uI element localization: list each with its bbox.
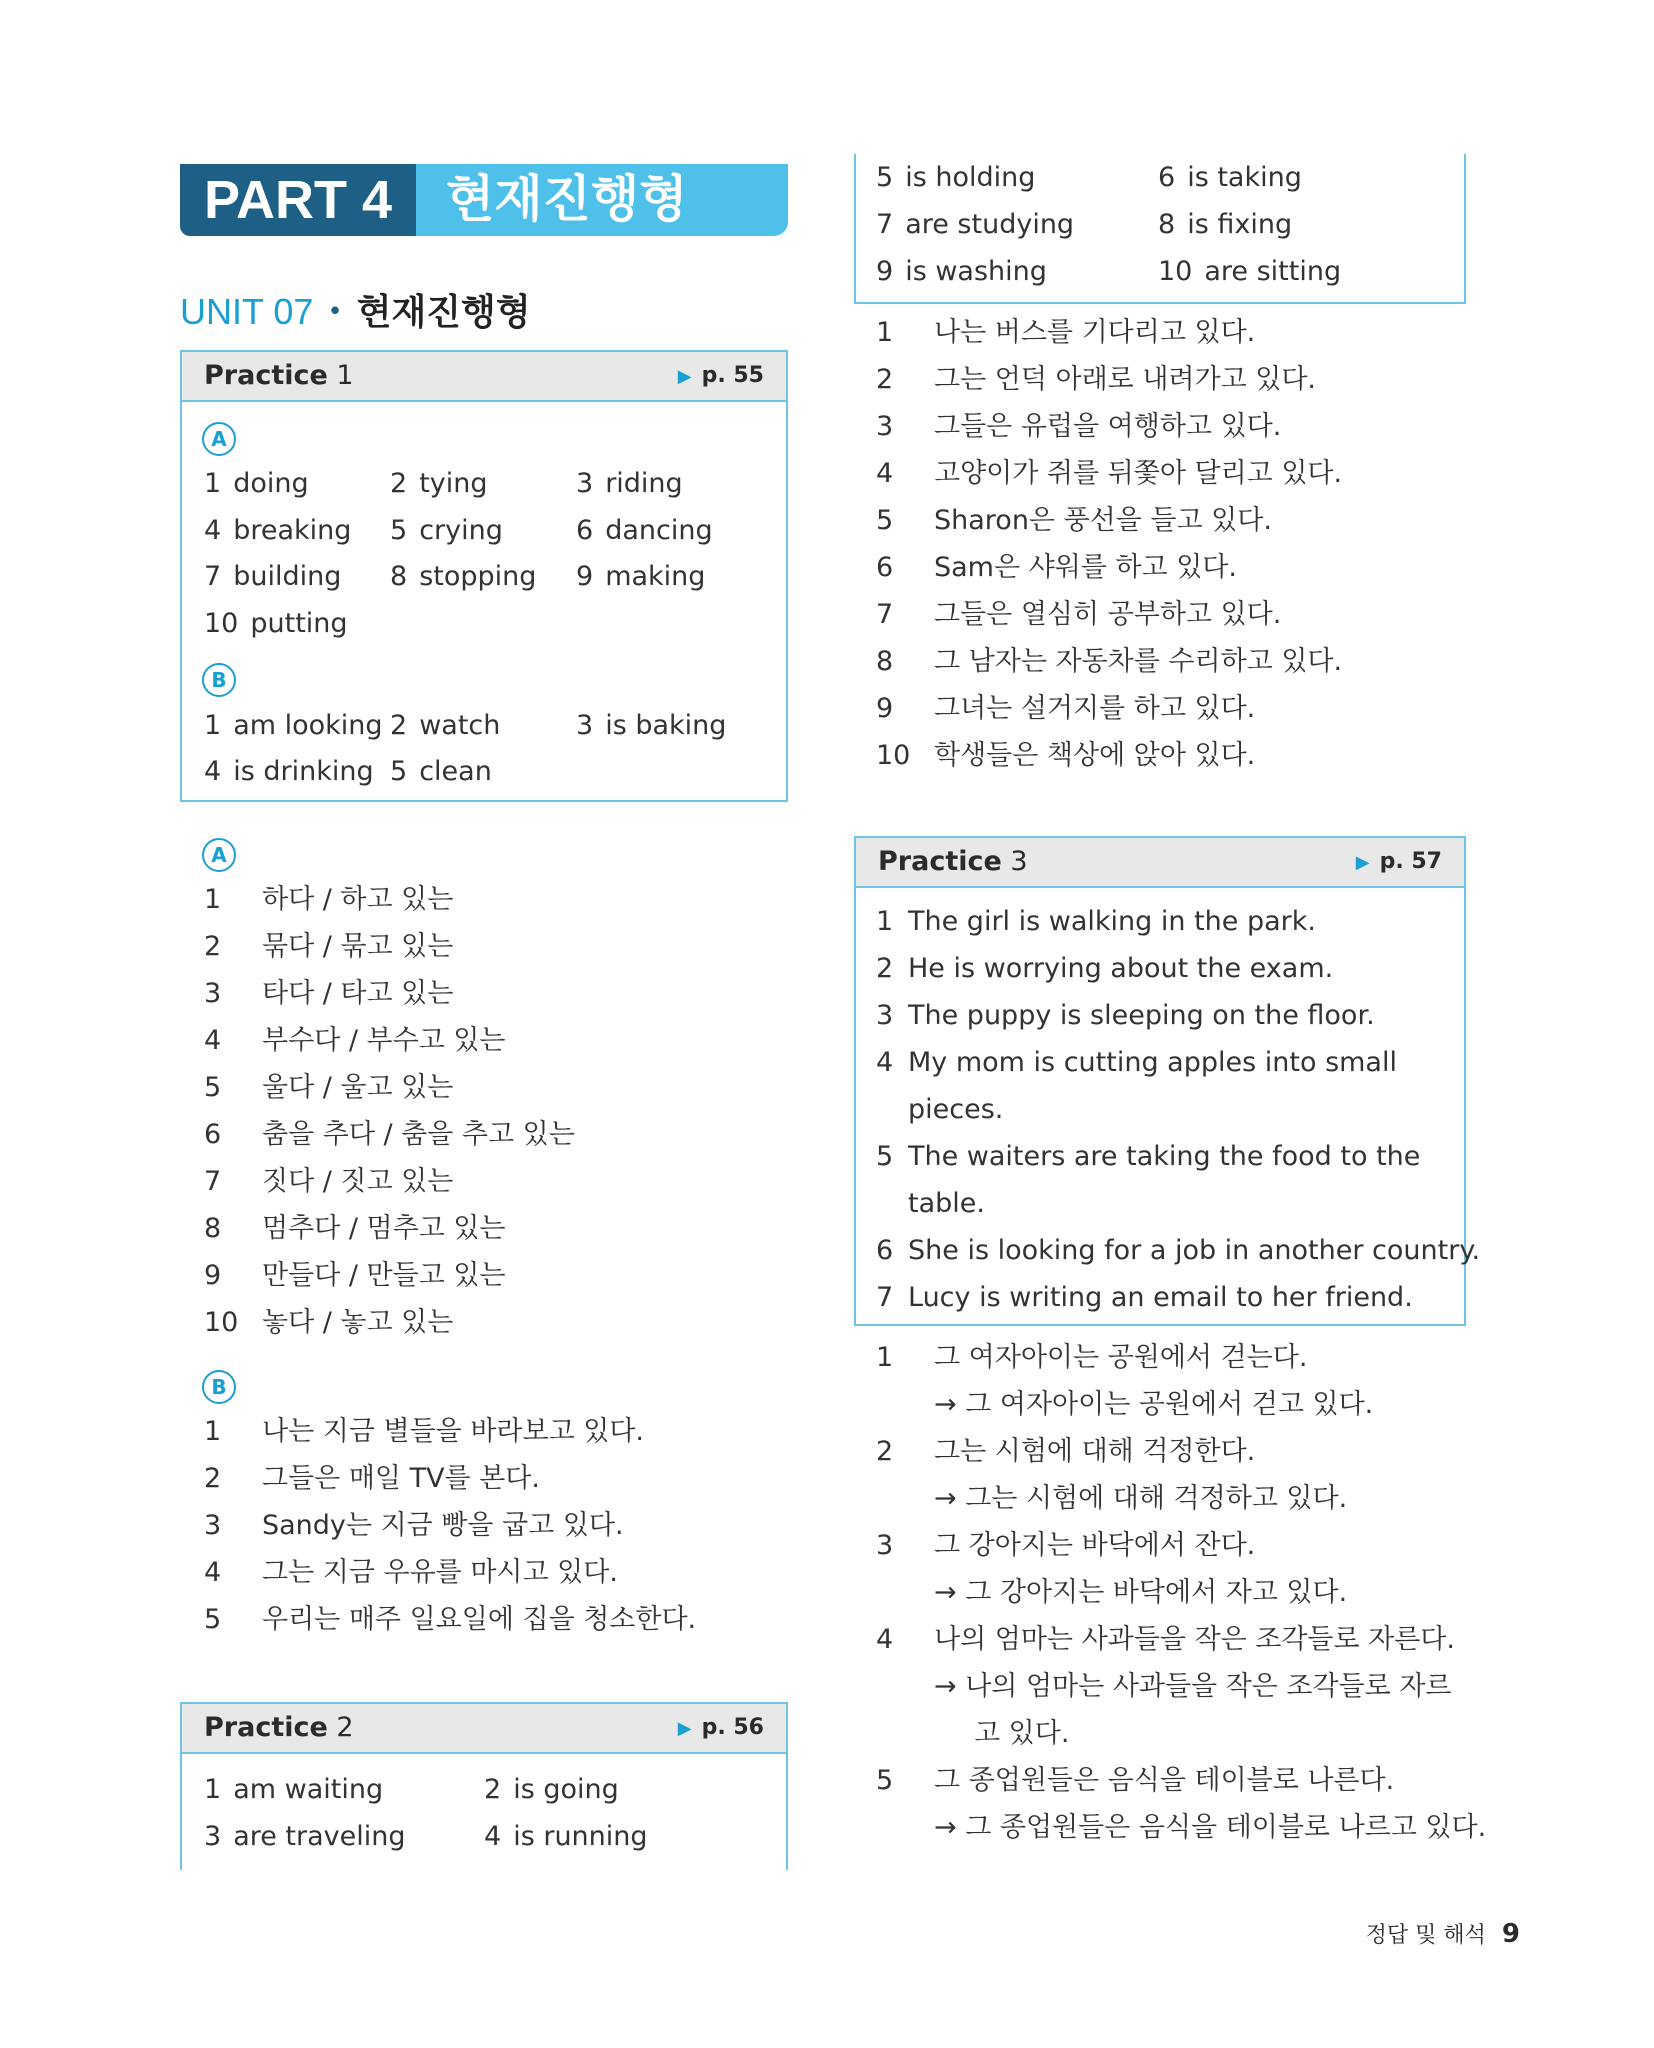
list-item: 3 is baking [576,710,727,741]
unit-title [180,286,531,338]
sentence-line: 2 He is worrying about the exam. [876,953,1334,984]
translation-line: 3 그 강아지는 바닥에서 잔다. [876,1530,1256,1561]
practice3-page: p. 57 [1379,849,1442,874]
list-item: 5 Sharon은 풍선을 들고 있다. [876,505,1272,536]
sentence-line: 1 The girl is walking in the park. [876,906,1316,937]
practice1-header [182,352,786,402]
unit-bullet: • [327,297,343,327]
list-item: 5 is holding [876,162,1036,193]
list-item: 2 그들은 매일 TV를 본다. [204,1463,540,1494]
list-item: 4 그는 지금 우유를 마시고 있다. [204,1557,618,1588]
section-b-marker: B [202,663,236,697]
list-item: 4 is drinking [204,756,374,787]
list-item: 1 나는 버스를 기다리고 있다. [876,317,1256,348]
page-number: 9 [1501,1919,1520,1949]
translation-b-marker: B [202,1370,236,1404]
practice1-title: Practice [204,360,328,391]
translation-line: 1 그 여자아이는 공원에서 걷는다. [876,1342,1308,1373]
list-item: 3 are traveling [204,1821,406,1852]
list-item: 2 tying [390,468,488,499]
page-footer [1366,1914,1520,1956]
unit-name: 현재진행형 [356,292,531,333]
list-item: 5 우리는 매주 일요일에 집을 청소한다. [204,1604,697,1635]
list-item: 8 is fixing [1158,209,1293,240]
sentence-line: 6 She is looking for a job in another country. [876,1235,1481,1266]
arrow-right-icon: ▶ [1355,852,1370,873]
list-item: 10 are sitting [1158,256,1342,287]
list-item: 7 building [204,561,342,592]
list-item: 7 그들은 열심히 공부하고 있다. [876,599,1282,630]
arrow-right-icon: ▶ [677,1718,692,1739]
practice3-page-ref [1356,838,1442,887]
list-item: 4 부수다 / 부수고 있는 [204,1025,506,1056]
list-item: 6 춤을 추다 / 춤을 추고 있는 [204,1119,575,1150]
list-item: 5 crying [390,515,503,546]
list-item: 2 watch [390,710,501,741]
practice3-title: Practice [878,846,1002,877]
list-item: 1 doing [204,468,309,499]
sentence-line: table. [908,1188,985,1219]
part-title: 현재진행형 [416,164,788,236]
translation-line: → 나의 엄마는 사과들을 작은 조각들로 자르 [934,1671,1452,1702]
translation-line: → 그 여자아이는 공원에서 걷고 있다. [934,1389,1374,1420]
practice2-page: p. 56 [701,1715,764,1740]
list-item: 1 am waiting [204,1774,384,1805]
list-item: 5 울다 / 울고 있는 [204,1072,454,1103]
practice3-number: 3 [1010,846,1028,877]
list-item: 8 멈추다 / 멈추고 있는 [204,1213,506,1244]
list-item: 3 그들은 유럽을 여행하고 있다. [876,411,1282,442]
list-item: 3 Sandy는 지금 빵을 굽고 있다. [204,1510,624,1541]
list-item: 9 making [576,561,706,592]
list-item: 9 is washing [876,256,1047,287]
practice1-page-ref [678,352,764,401]
list-item: 5 clean [390,756,492,787]
list-item: 6 dancing [576,515,713,546]
list-item: 4 고양이가 쥐를 뒤쫓아 달리고 있다. [876,458,1343,489]
list-item: 2 묶다 / 묶고 있는 [204,931,454,962]
part-label: PART 4 [180,164,416,236]
list-item: 1 나는 지금 별들을 바라보고 있다. [204,1416,644,1447]
practice1-number: 1 [336,360,354,391]
list-item: 2 그는 언덕 아래로 내려가고 있다. [876,364,1316,395]
part-header [180,164,788,236]
practice2-header [182,1704,786,1754]
translation-line: → 그 종업원들은 음식을 테이블로 나르고 있다. [934,1812,1487,1843]
list-item: 3 riding [576,468,683,499]
practice3-header [856,838,1464,888]
list-item: 10 학생들은 책상에 앉아 있다. [876,740,1256,771]
list-item: 7 are studying [876,209,1075,240]
practice2-page-ref [678,1704,764,1753]
list-item: 1 하다 / 하고 있는 [204,884,454,915]
list-item: 8 그 남자는 자동차를 수리하고 있다. [876,646,1343,677]
practice2-title: Practice [204,1712,328,1743]
sentence-line: 4 My mom is cutting apples into small [876,1047,1397,1078]
translation-line: 5 그 종업원들은 음식을 테이블로 나른다. [876,1765,1395,1796]
translation-line: 고 있다. [974,1718,1070,1749]
sentence-line: 3 The puppy is sleeping on the floor. [876,1000,1375,1031]
practice2-number: 2 [336,1712,354,1743]
list-item: 8 stopping [390,561,537,592]
translation-a-marker: A [202,838,236,872]
list-item: 6 Sam은 샤워를 하고 있다. [876,552,1237,583]
practice1-page: p. 55 [701,363,764,388]
list-item: 10 putting [204,608,348,639]
sentence-line: 7 Lucy is writing an email to her friend. [876,1282,1413,1313]
list-item: 4 breaking [204,515,352,546]
translation-line: → 그는 시험에 대해 걱정하고 있다. [934,1483,1348,1514]
unit-code: UNIT 07 [180,291,314,332]
list-item: 6 is taking [1158,162,1302,193]
translation-line: → 그 강아지는 바닥에서 자고 있다. [934,1577,1348,1608]
sentence-line: pieces. [908,1094,1004,1125]
list-item: 1 am looking [204,710,383,741]
footer-label: 정답 및 해석 [1365,1923,1486,1948]
translation-line: 2 그는 시험에 대해 걱정한다. [876,1436,1256,1467]
list-item: 4 is running [484,1821,648,1852]
sentence-line: 5 The waiters are taking the food to the [876,1141,1421,1172]
translation-line: 4 나의 엄마는 사과들을 작은 조각들로 자른다. [876,1624,1455,1655]
list-item: 7 짓다 / 짓고 있는 [204,1166,454,1197]
arrow-right-icon: ▶ [677,366,692,387]
list-item: 9 만들다 / 만들고 있는 [204,1260,506,1291]
list-item: 9 그녀는 설거지를 하고 있다. [876,693,1256,724]
list-item: 10 놓다 / 놓고 있는 [204,1307,454,1338]
list-item: 3 타다 / 타고 있는 [204,978,454,1009]
list-item: 2 is going [484,1774,619,1805]
section-a-marker: A [202,422,236,456]
